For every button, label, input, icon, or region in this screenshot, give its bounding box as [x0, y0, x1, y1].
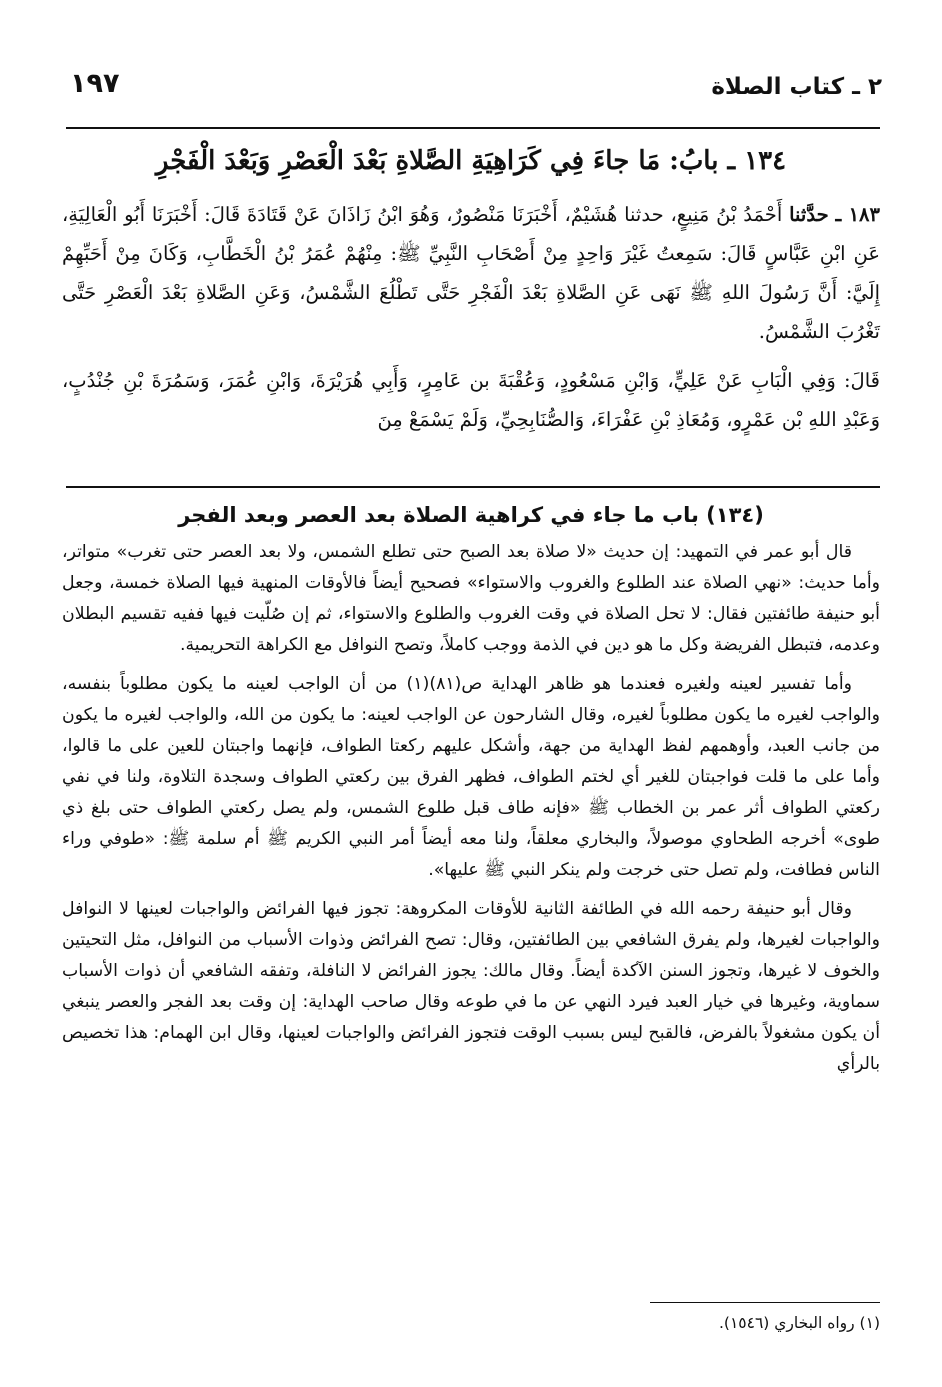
commentary-paragraph: قال أبو عمر في التمهيد: إن حديث «لا صلاة بعد الصبح حتى تطلع الشمس، ولا بعد العصر حتى تغرب» متواتر، وأما حديث: «نهي الصلاة عند الطلوع والغروب والاستواء» فصحيح أيضاً فالأوقات المنهية فيها الصلاة خمسة، وجعل أبو حنيفة طائفتين فقال: لا تحل الصلاة في وقت الغروب والطلوع والاستواء، ثم إن صُلّيت فيها ففيه تقسيم البطلان وعدمه، فتبطل الفريضة وكل ما هو دين في الذمة ووجب كاملاً، وتصح النوافل مع الكراهة التحريمية. — [62, 542, 880, 655]
hadith-paragraph — [62, 195, 880, 351]
footnote-divider — [650, 1302, 880, 1303]
hadith-text: أَحْمَدُ بْنُ مَنِيعٍ، حدثنا هُشَيْمٌ، أَخْبَرَنَا مَنْصُورٌ، وَهُوَ ابْنُ زَاذَانَ عَنْ قَتَادَةَ قَالَ: أَخْبَرَنَا أَبُو الْعَالِيَةِ، عَنِ ابْنِ عَبَّاسٍ قَالَ: سَمِعتُ غَيْرَ وَاحِدٍ مِنْ أَصْحَابِ النَّبِيِّ ﷺ: مِنْهُمْ عُمَرُ بْنُ الْخَطَّابِ، وَكَانَ مِنْ أَحَبِّهِمْ إِلَيَّ: أَنَّ رَسُولَ اللهِ ﷺ نَهَى عَنِ الصَّلاةِ بَعْدَ الْفَجْرِ حَتَّى تَطْلُعَ الشَّمْسُ، وَعَنِ الصَّلاةِ بَعْدَ الْعَصْرِ حَتَّى تَغْرُبَ الشَّمْسُ. — [62, 203, 880, 343]
chapter-header-title: ٢ ـ كتاب الصلاة — [711, 74, 882, 100]
footnote: (١) رواه البخاري (١٥٤٦). — [718, 1314, 880, 1332]
running-header — [70, 68, 882, 108]
hadith-bab-paragraph: قَالَ: وَفِي الْبَابِ عَنْ عَلِيٍّ، وَابْنِ مَسْعُودٍ، وَعُقْبَةَ بن عَامِرٍ، وَأَبِي هُرَيْرَةَ، وَابْنِ عُمَرَ، وَسَمُرَةَ بْنِ جُنْدُبٍ، وَعَبْدِ اللهِ بْن عَمْرٍو، وَمُعَاذِ بْنِ عَفْرَاءَ، وَالصُّنَابِحِيِّ، وَلَمْ يَسْمَعْ مِنَ — [62, 369, 880, 431]
text-divider — [66, 486, 880, 488]
commentary-paragraph: وأما تفسير لعينه ولغيره فعندما هو ظاهر الهداية ص(٨١)(١) من أن الواجب لعينه ما يكون مطلوباً بنفسه، والواجب لغيره ما يكون مطلوباً لغيره، وقال الشارحون عن الواجب لعينه: ما يكون من الله، والواجب لغيره ما يكون من جانب العبد، وأوهمهم لفظ الهداية من جهة، وأشكل عليهم ركعتا الطواف، فإنهما واجبتان للعين على ما قالوا، وأما على ما قلت فواجبتان للغير أي لختم الطواف، فظهر الفرق بين ركعتي الطواف وسجدة التلاوة، ولنا في نفي ركعتي الطواف أثر عمر بن الخطاب ﷺ «فإنه طاف قبل طلوع الشمس، ولم يصل ركعتي الطواف حتى بلغ ذي طوى» أخرجه الطحاوي موصولاً، والبخاري معلقاً، ولنا معه أيضاً أمر النبي الكريم ﷺ أم سلمة ﷺ: «طوفي وراء الناس فطافت، ولم تصل حتى خرجت ولم ينكر النبي ﷺ عليها». — [62, 674, 880, 880]
chapter-title: ١٣٤ ـ بابُ: مَا جاءَ فِي كَرَاهِيَةِ الصَّلاةِ بَعْدَ الْعَصْرِ وَبَعْدَ الْفَجْرِ — [155, 146, 787, 176]
commentary-block — [62, 497, 880, 1088]
hadith-haddathana: حدَّثنا — [789, 203, 829, 226]
hadith-number: ١٨٣ ـ — [835, 203, 880, 226]
page-number: ١٩٧ — [70, 68, 120, 99]
header-divider — [66, 127, 880, 129]
commentary-heading: (١٣٤) باب ما جاء في كراهية الصلاة بعد العصر وبعد الفجر — [178, 503, 764, 527]
hadith-block — [62, 195, 880, 439]
commentary-paragraph: وقال أبو حنيفة رحمه الله في الطائفة الثانية للأوقات المكروهة: تجوز فيها الفرائض والواجبات لعينها لا النوافل والواجبات لغيرها، ولم يفرق الشافعي بين الطائفتين، وقال: تصح الفرائض وذوات الأسباب من النوافل، مثل التحيتين والخوف لا غيرها، وتجوز السنن الآكدة أيضاً. وقال مالك: يجوز الفرائض لا النافلة، وتفقه الشافعي أن ذوات الأسباب سماوية، وغيرها في خيار العبد فيرد النهي عن ما في طوعه وقال صاحب الهداية: إن وقت بعد الفجر والعصر ينبغي أن يكون مشغولاً بالفرض، فالقبح ليس بسبب الوقت فتجوز الفرائض والواجبات لعينها، وقال ابن الهمام: هذا تخصيص بالرأي — [62, 899, 880, 1074]
